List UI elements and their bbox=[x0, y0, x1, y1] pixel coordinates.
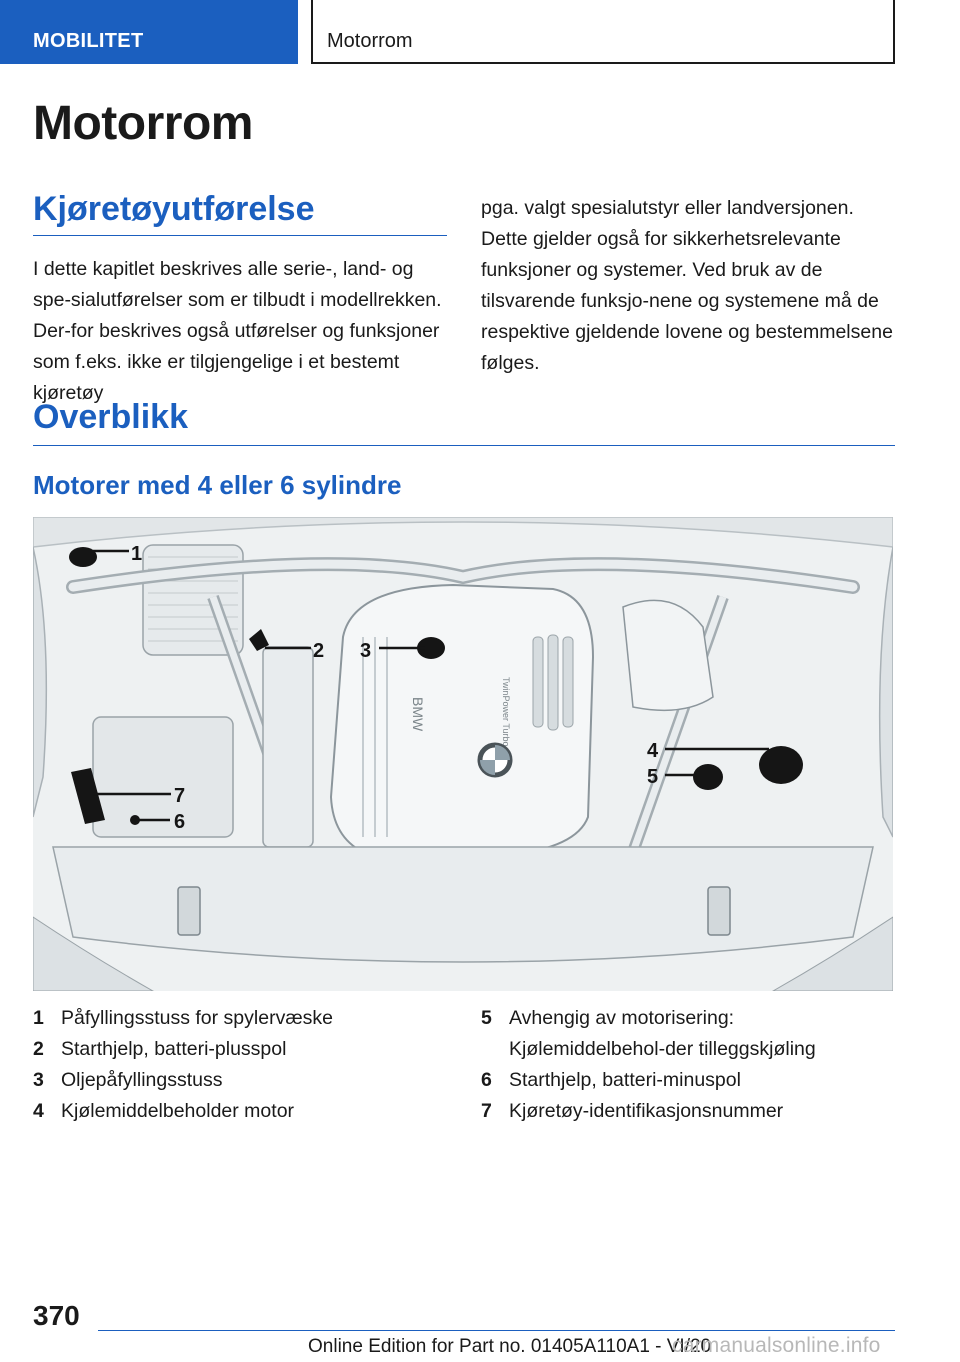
engine-cover-label: TwinPower Turbo bbox=[501, 677, 511, 747]
page-number: 370 bbox=[33, 1300, 80, 1331]
legend-number: 5 bbox=[481, 1007, 492, 1029]
engine-subheading: Motorer med 4 eller 6 sylindre bbox=[33, 470, 402, 500]
vehicle-version-heading: Kjøretøyutførelse bbox=[33, 190, 447, 236]
edition-footer: Online Edition for Part no. 01405A110A1 - VI/20 bbox=[308, 1336, 712, 1357]
legend-text: Kjøretøy-identifikasjonsnummer bbox=[509, 1100, 784, 1122]
callout-1: 1 bbox=[131, 543, 143, 565]
callout-3: 3 bbox=[360, 640, 372, 662]
section-tab: MOBILITET bbox=[0, 0, 298, 64]
legend-number: 3 bbox=[33, 1069, 44, 1091]
callout-2: 2 bbox=[313, 640, 325, 662]
callout-7: 7 bbox=[174, 785, 186, 807]
overview-heading: Overblikk bbox=[33, 398, 895, 446]
legend-item bbox=[481, 1065, 895, 1096]
legend-item bbox=[33, 1096, 453, 1127]
legend-text: Starthjelp, batteri-minuspol bbox=[509, 1069, 741, 1091]
chapter-header: Motorrom bbox=[311, 0, 895, 64]
legend-item bbox=[481, 1003, 895, 1065]
callout-6: 6 bbox=[174, 811, 186, 833]
legend-text: Avhengig av motorisering: Kjølemiddelbehol-der tilleggskjøling bbox=[509, 1007, 816, 1060]
page-title: Motorrom bbox=[33, 97, 253, 150]
legend-item bbox=[33, 1065, 453, 1096]
legend-number: 2 bbox=[33, 1038, 44, 1060]
legend-text: Starthjelp, batteri-plusspol bbox=[61, 1038, 287, 1060]
callout-4: 4 bbox=[647, 740, 659, 762]
legend-item bbox=[33, 1034, 453, 1065]
legend-number: 6 bbox=[481, 1069, 492, 1091]
footer-divider bbox=[98, 1330, 895, 1331]
vehicle-version-paragraph-left: I dette kapitlet beskrives alle serie-, land- og spe-sialutførelser som er tilbudt i modellrekken. Der-for beskrives også utførelser og funksjoner som f.eks. ikke er tilgjengelige i et bestemt kjøretøy bbox=[33, 258, 442, 404]
legend-text: Oljepåfyllingsstuss bbox=[61, 1069, 223, 1091]
legend-right bbox=[481, 1003, 895, 1127]
engine-cover-badge-text: BMW bbox=[410, 697, 426, 732]
engine-bay-illustration bbox=[33, 517, 893, 991]
legend-item bbox=[481, 1096, 895, 1127]
legend-left bbox=[33, 1003, 453, 1127]
legend-number: 4 bbox=[33, 1100, 44, 1122]
legend-text: Påfyllingsstuss for spylervæske bbox=[61, 1007, 334, 1029]
watermark: carmanualsonline.info bbox=[672, 1334, 881, 1357]
legend-number: 7 bbox=[481, 1100, 492, 1122]
legend-text: Kjølemiddelbeholder motor bbox=[61, 1100, 295, 1122]
callout-5: 5 bbox=[647, 766, 659, 788]
legend-number: 1 bbox=[33, 1007, 44, 1029]
vehicle-version-paragraph-right: pga. valgt spesialutstyr eller landversjonen. Dette gjelder også for sikkerhetsrelevante funksjoner og systemer. Ved bruk av de tilsvarende funksjo-nene og systemene må de respektive gjeldende lovene og bestemmelsene følges. bbox=[481, 197, 893, 374]
legend-item bbox=[33, 1003, 453, 1034]
